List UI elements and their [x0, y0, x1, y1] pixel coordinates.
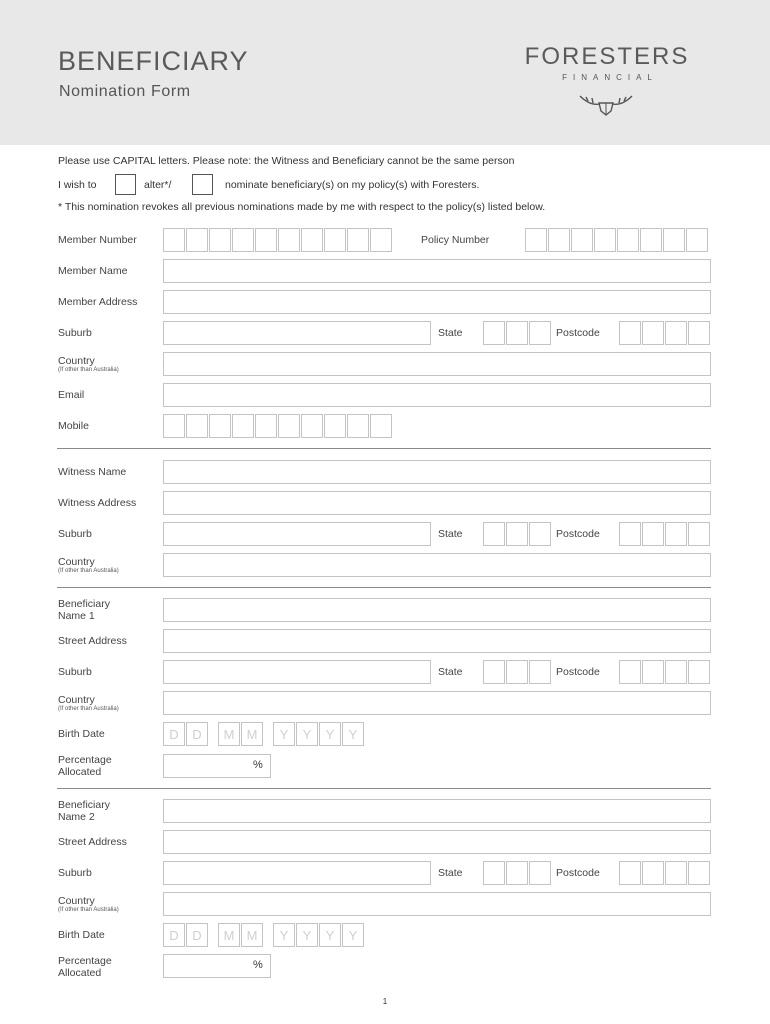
beneficiary1-pct-label-line1: Percentage — [58, 754, 112, 766]
beneficiary2-state-boxes[interactable] — [483, 861, 551, 885]
form-title: BENEFICIARY — [58, 46, 249, 76]
beneficiary1-country-note: (If other than Australia) — [58, 706, 119, 712]
beneficiary2-street-field[interactable] — [163, 830, 711, 854]
witness-postcode-boxes[interactable] — [619, 522, 710, 546]
witness-suburb-field[interactable] — [163, 522, 431, 546]
year-box[interactable]: Y — [273, 722, 295, 746]
member-email-field[interactable] — [163, 383, 711, 407]
member-country-note: (If other than Australia) — [58, 367, 119, 373]
beneficiary1-birth-label: Birth Date — [58, 728, 105, 740]
witness-address-field[interactable] — [163, 491, 711, 515]
witness-country-note: (If other than Australia) — [58, 568, 119, 574]
brand-logo-sub: FINANCIAL — [562, 73, 658, 82]
date-spacer — [264, 923, 272, 947]
member-mobile-label: Mobile — [58, 420, 89, 432]
beneficiary1-suburb-label: Suburb — [58, 666, 92, 678]
member-name-field[interactable] — [163, 259, 711, 283]
member-country-field[interactable] — [163, 352, 711, 376]
beneficiary1-name-label — [58, 598, 110, 622]
alter-label: alter*/ — [144, 179, 172, 191]
beneficiary1-street-field[interactable] — [163, 629, 711, 653]
witness-suburb-label: Suburb — [58, 528, 92, 540]
member-postcode-label: Postcode — [556, 327, 600, 339]
member-number-label: Member Number — [58, 234, 137, 246]
witness-country-field[interactable] — [163, 553, 711, 577]
beneficiary1-postcode-label: Postcode — [556, 666, 600, 678]
beneficiary2-postcode-label: Postcode — [556, 867, 600, 879]
year-box[interactable]: Y — [296, 923, 318, 947]
section-divider — [57, 788, 711, 789]
year-box[interactable]: Y — [342, 923, 364, 947]
form-subtitle: Nomination Form — [59, 83, 191, 100]
date-spacer — [209, 923, 217, 947]
member-postcode-boxes[interactable] — [619, 321, 710, 345]
witness-country-label — [58, 556, 119, 575]
beneficiary2-postcode-boxes[interactable] — [619, 861, 710, 885]
member-country-label — [58, 355, 119, 374]
beneficiary1-country-label — [58, 694, 119, 713]
day-box[interactable]: D — [163, 722, 185, 746]
member-state-boxes[interactable] — [483, 321, 551, 345]
beneficiary1-name-field[interactable] — [163, 598, 711, 622]
member-country-text: Country — [58, 355, 95, 367]
beneficiary1-pct-label — [58, 754, 112, 778]
member-suburb-label: Suburb — [58, 327, 92, 339]
beneficiary1-suburb-field[interactable] — [163, 660, 431, 684]
beneficiary2-pct-sign: % — [253, 959, 263, 971]
month-box[interactable]: M — [241, 722, 263, 746]
date-spacer — [264, 722, 272, 746]
beneficiary1-postcode-boxes[interactable] — [619, 660, 710, 684]
beneficiary1-state-boxes[interactable] — [483, 660, 551, 684]
year-box[interactable]: Y — [319, 722, 341, 746]
beneficiary2-name-label-line2: Name 2 — [58, 811, 95, 823]
beneficiary1-country-field[interactable] — [163, 691, 711, 715]
beneficiary2-pct-label — [58, 955, 112, 979]
witness-name-label: Witness Name — [58, 466, 127, 478]
beneficiary1-pct-label-line2: Allocated — [58, 766, 102, 778]
beneficiary2-name-field[interactable] — [163, 799, 711, 823]
beneficiary2-country-field[interactable] — [163, 892, 711, 916]
brand-logo-name: FORESTERS — [524, 43, 690, 70]
day-box[interactable]: D — [186, 722, 208, 746]
member-email-label: Email — [58, 389, 85, 401]
member-state-label: State — [438, 327, 463, 339]
witness-country-text: Country — [58, 556, 95, 568]
witness-address-label: Witness Address — [58, 497, 137, 509]
member-mobile-boxes[interactable] — [163, 414, 392, 438]
beneficiary2-pct-label-line2: Allocated — [58, 967, 102, 979]
month-box[interactable]: M — [218, 722, 240, 746]
witness-postcode-label: Postcode — [556, 528, 600, 540]
beneficiary2-pct-label-line1: Percentage — [58, 955, 112, 967]
wish-prefix: I wish to — [58, 179, 97, 191]
policy-number-boxes[interactable] — [525, 228, 708, 252]
beneficiary2-country-text: Country — [58, 895, 95, 907]
year-box[interactable]: Y — [319, 923, 341, 947]
day-box[interactable]: D — [163, 923, 185, 947]
day-box[interactable]: D — [186, 923, 208, 947]
beneficiary1-street-label: Street Address — [58, 635, 127, 647]
beneficiary2-country-note: (If other than Australia) — [58, 907, 119, 913]
beneficiary1-name-label-line1: Beneficiary — [58, 598, 110, 610]
nominate-label: nominate beneficiary(s) on my policy(s) with Foresters. — [225, 179, 480, 191]
witness-state-label: State — [438, 528, 463, 540]
beneficiary2-street-label: Street Address — [58, 836, 127, 848]
beneficiary1-country-text: Country — [58, 694, 95, 706]
beneficiary2-state-label: State — [438, 867, 463, 879]
month-box[interactable]: M — [218, 923, 240, 947]
beneficiary2-name-label-line1: Beneficiary — [58, 799, 110, 811]
beneficiary2-suburb-label: Suburb — [58, 867, 92, 879]
instructions-text: Please use CAPITAL letters. Please note: the Witness and Beneficiary cannot be the same person — [58, 155, 515, 167]
section-divider — [57, 587, 711, 588]
section-divider — [57, 448, 711, 449]
revocation-note: * This nomination revokes all previous nominations made by me with respect to the policy(s) listed below. — [58, 201, 546, 213]
beneficiary1-state-label: State — [438, 666, 463, 678]
beneficiary2-suburb-field[interactable] — [163, 861, 431, 885]
member-name-label: Member Name — [58, 265, 128, 277]
member-suburb-field[interactable] — [163, 321, 431, 345]
nominate-checkbox[interactable] — [192, 174, 213, 195]
page-number: 1 — [382, 997, 388, 1006]
year-box[interactable]: Y — [342, 722, 364, 746]
year-box[interactable]: Y — [296, 722, 318, 746]
witness-name-field[interactable] — [163, 460, 711, 484]
beneficiary2-birthdate-boxes[interactable] — [163, 923, 364, 947]
date-spacer — [209, 722, 217, 746]
year-box[interactable]: Y — [273, 923, 295, 947]
month-box[interactable]: M — [241, 923, 263, 947]
beneficiary1-name-label-line2: Name 1 — [58, 610, 95, 622]
witness-state-boxes[interactable] — [483, 522, 551, 546]
beneficiary2-name-label — [58, 799, 110, 823]
antlers-logo-icon — [578, 92, 634, 116]
member-address-label: Member Address — [58, 296, 138, 308]
alter-checkbox[interactable] — [115, 174, 136, 195]
policy-number-label: Policy Number — [421, 234, 490, 246]
member-number-boxes[interactable] — [163, 228, 392, 252]
beneficiary1-birthdate-boxes[interactable] — [163, 722, 364, 746]
beneficiary2-birth-label: Birth Date — [58, 929, 105, 941]
beneficiary1-pct-sign: % — [253, 759, 263, 771]
beneficiary2-country-label — [58, 895, 119, 914]
member-address-field[interactable] — [163, 290, 711, 314]
